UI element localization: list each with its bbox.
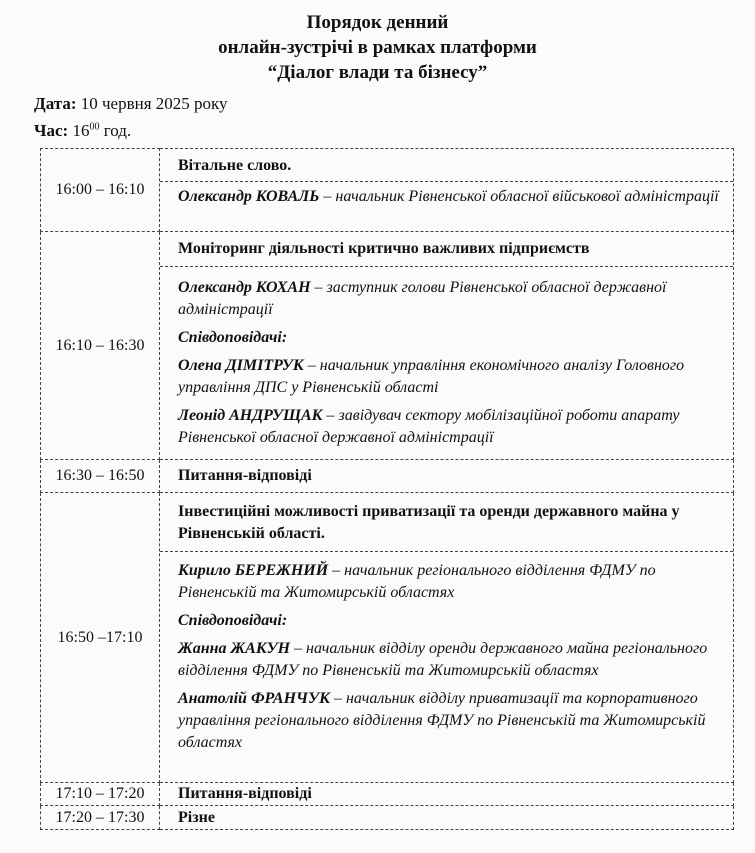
agenda-content	[160, 806, 734, 830]
time-minutes: 00	[89, 121, 100, 133]
speaker-role: – начальник відділу оренди державного майна регіонального відділення ФДМУ по Рівненській та Житомирській областях	[178, 640, 708, 679]
speaker	[160, 181, 733, 212]
agenda-heading: Вітальне слово.	[178, 157, 292, 174]
speaker-name: Жанна ЖАКУН	[178, 640, 291, 657]
speaker-role: – начальник Рівненської обласної військової адміністрації	[319, 188, 719, 205]
agenda-content	[160, 460, 734, 493]
time-hour: 16	[72, 121, 90, 140]
co-speaker	[178, 405, 725, 449]
agenda-table	[40, 148, 734, 830]
agenda-time: 16:10 – 16:30	[41, 232, 160, 460]
speaker-role: – начальник відділу приватизації та корпоративного управління регіонального відділення ФДМУ по Рівненській та Житомирській областях	[178, 690, 706, 751]
date-value: 10 червня 2025 року	[80, 94, 228, 113]
co-speakers-label: Співдоповідачі:	[178, 612, 288, 629]
speaker-role: – завідувач сектору мобілізаційної роботи апарату Рівненської обласної державної адміністрації	[178, 407, 680, 446]
agenda-time: 17:20 – 17:30	[41, 806, 160, 830]
agenda-row	[41, 493, 734, 783]
speaker-role: – заступник голови Рівненської обласної державної адміністрації	[178, 279, 667, 318]
agenda-row	[41, 783, 734, 806]
agenda-time: 16:50 –17:10	[41, 493, 160, 783]
agenda-content	[160, 493, 734, 783]
co-speaker	[178, 355, 725, 399]
agenda-heading: Моніторинг діяльності критично важливих підприємств	[178, 240, 590, 257]
title-line-3: “Діалог влади та бізнесу”	[267, 62, 488, 83]
speakers-block	[160, 266, 733, 452]
speakers-block	[160, 551, 733, 757]
agenda-content	[160, 149, 734, 232]
agenda-heading: Різне	[178, 808, 215, 826]
time-unit: год.	[103, 121, 132, 140]
agenda-row	[41, 149, 734, 232]
speaker-name: Кирило БЕРЕЖНИЙ	[178, 562, 329, 579]
agenda-heading: Інвестиційні можливості приватизації та оренди державного майна у Рівненській області.	[178, 503, 680, 542]
co-speaker	[178, 638, 725, 682]
speaker-role: – начальник регіонального відділення ФДМУ по Рівненській та Житомирській областях	[178, 562, 656, 601]
speaker-name: Леонід АНДРУЩАК	[178, 407, 323, 424]
agenda-row	[41, 806, 734, 830]
agenda-heading: Питання-відповіді	[178, 467, 312, 484]
meeting-time	[34, 121, 131, 141]
date-label: Дата:	[34, 94, 77, 113]
speaker-name: Олександр КОХАН	[178, 279, 311, 296]
agenda-heading: Питання-відповіді	[178, 785, 312, 802]
speaker-name: Олександр КОВАЛЬ	[178, 188, 320, 205]
agenda-time: 17:10 – 17:20	[41, 783, 160, 806]
agenda-row	[41, 460, 734, 493]
time-label: Час:	[34, 121, 69, 140]
meeting-date	[34, 94, 228, 114]
speaker	[178, 560, 725, 604]
agenda-title	[0, 10, 755, 85]
title-line-2: онлайн-зустрічі в рамках платформи	[218, 37, 537, 58]
title-line-1: Порядок денний	[306, 12, 449, 33]
co-speaker	[178, 688, 725, 754]
agenda-content	[160, 783, 734, 806]
agenda-row	[41, 232, 734, 460]
speaker-name: Анатолій ФРАНЧУК	[178, 690, 330, 707]
co-speakers-label: Співдоповідачі:	[178, 329, 288, 346]
agenda-time: 16:30 – 16:50	[41, 460, 160, 493]
speaker-name: Олена ДІМІТРУК	[178, 357, 304, 374]
speaker-role: – начальник управління економічного аналізу Головного управління ДПС у Рівненській області	[178, 357, 685, 396]
agenda-content	[160, 232, 734, 460]
agenda-time: 16:00 – 16:10	[41, 149, 160, 232]
speaker	[178, 277, 725, 321]
